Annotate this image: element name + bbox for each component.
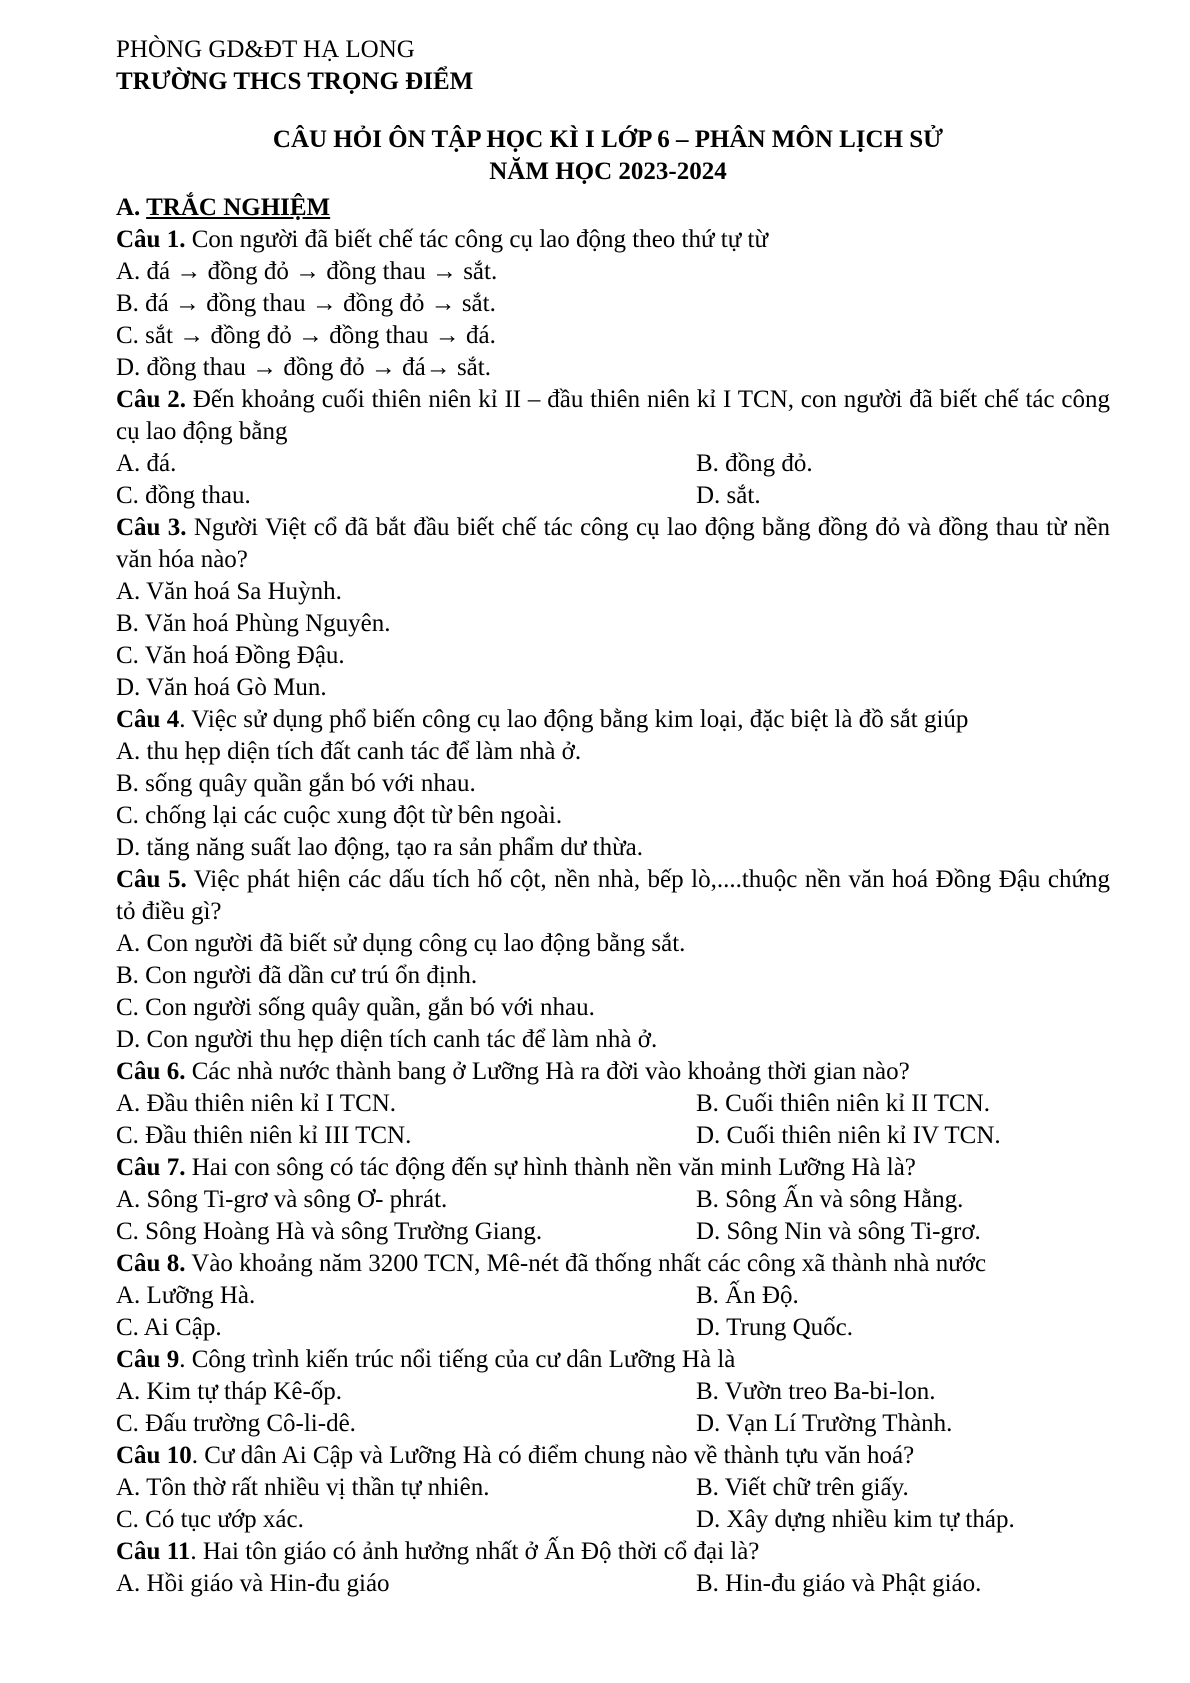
- option-row: [116, 1504, 1110, 1536]
- option: A. Kim tự tháp Kê-ốp.: [116, 1378, 343, 1405]
- option: D. Trung Quốc.: [696, 1314, 853, 1341]
- option-row: [116, 1312, 1110, 1344]
- option: A. Sông Ti-grơ và sông Ơ- phrát.: [116, 1186, 448, 1213]
- question-text: Người Việt cổ đã bắt đầu biết chế tác công cụ lao động bằng đồng đỏ và đồng thau từ nền văn hóa nào?: [116, 514, 1110, 573]
- question-number: Câu 4: [116, 706, 180, 733]
- question-text: Các nhà nước thành bang ở Lưỡng Hà ra đời vào khoảng thời gian nào?: [185, 1058, 910, 1085]
- department-name: PHÒNG GD&ĐT HẠ LONG: [116, 36, 415, 63]
- question-text: Vào khoảng năm 3200 TCN, Mê-nét đã thống nhất các công xã thành nhà nước: [185, 1250, 987, 1277]
- question-number: Câu 11: [116, 1538, 191, 1565]
- question-4: [116, 704, 1110, 736]
- option: D. Vạn Lí Trường Thành.: [696, 1410, 953, 1437]
- question-text: . Cư dân Ai Cập và Lưỡng Hà có điểm chung nào về thành tựu văn hoá?: [191, 1442, 915, 1469]
- option: A. Lưỡng Hà.: [116, 1282, 256, 1309]
- option: D. Con người thu hẹp diện tích canh tác để làm nhà ở.: [116, 1026, 658, 1053]
- option: B. đồng đỏ.: [696, 450, 813, 477]
- question-10: [116, 1440, 1110, 1472]
- option: A. Con người đã biết sử dụng công cụ lao động bằng sắt.: [116, 930, 686, 957]
- option: C. Con người sống quây quần, gắn bó với nhau.: [116, 994, 595, 1021]
- option: A. Đầu thiên niên kỉ I TCN.: [116, 1090, 397, 1117]
- option: B. Văn hoá Phùng Nguyên.: [116, 610, 391, 637]
- option: A. Hồi giáo và Hin-đu giáo: [116, 1570, 390, 1597]
- option: A. Tôn thờ rất nhiều vị thần tự nhiên.: [116, 1474, 490, 1501]
- question-number: Câu 3.: [116, 514, 187, 541]
- question-number: Câu 2.: [116, 386, 187, 413]
- option-row: [116, 1408, 1110, 1440]
- question-text: . Công trình kiến trúc nổi tiếng của cư dân Lưỡng Hà là: [179, 1346, 736, 1373]
- option: A. đá → đồng đỏ → đồng thau → sắt.: [116, 258, 498, 285]
- question-text: Đến khoảng cuối thiên niên kỉ II – đầu thiên niên kỉ I TCN, con người đã biết chế tác công cụ lao động bằng: [116, 386, 1110, 445]
- option-row: [116, 1376, 1110, 1408]
- option: D. Xây dựng nhiều kim tự tháp.: [696, 1506, 1015, 1533]
- option-row: [116, 1184, 1110, 1216]
- question-2: [116, 384, 1110, 448]
- option: D. sắt.: [696, 482, 761, 509]
- question-11: [116, 1536, 1110, 1568]
- question-number: Câu 8.: [116, 1250, 186, 1277]
- question-1: [116, 224, 1110, 256]
- question-text: Con người đã biết chế tác công cụ lao động theo thứ tự từ: [185, 226, 769, 253]
- option: D. Văn hoá Gò Mun.: [116, 674, 327, 701]
- option-row: [116, 1216, 1110, 1248]
- option: B. đá → đồng thau → đồng đỏ → sắt.: [116, 290, 496, 317]
- question-3: [116, 512, 1110, 576]
- option: D. Cuối thiên niên kỉ IV TCN.: [696, 1122, 1001, 1149]
- option: C. Văn hoá Đồng Đậu.: [116, 642, 345, 669]
- section-heading: [116, 192, 1110, 224]
- option: D. Sông Nin và sông Ti-grơ.: [696, 1218, 981, 1245]
- title-line-1: CÂU HỎI ÔN TẬP HỌC KÌ I LỚP 6 – PHÂN MÔN LỊCH SỬ: [272, 126, 944, 153]
- option: D. tăng năng suất lao động, tạo ra sản phẩm dư thừa.: [116, 834, 643, 861]
- option-row: [116, 480, 1110, 512]
- option: C. đồng thau.: [116, 482, 251, 509]
- option: B. Sông Ấn và sông Hằng.: [696, 1186, 964, 1213]
- option: C. Đấu trường Cô-li-dê.: [116, 1410, 356, 1437]
- option: C. sắt → đồng đỏ → đồng thau → đá.: [116, 322, 496, 349]
- option: B. sống quây quần gắn bó với nhau.: [116, 770, 476, 797]
- option: C. Có tục ướp xác.: [116, 1506, 304, 1533]
- option: B. Hin-đu giáo và Phật giáo.: [696, 1570, 982, 1597]
- option-row: [116, 1472, 1110, 1504]
- question-7: [116, 1152, 1110, 1184]
- title-line-2: NĂM HỌC 2023-2024: [489, 158, 727, 185]
- question-text: Hai con sông có tác động đến sự hình thành nền văn minh Lưỡng Hà là?: [185, 1154, 916, 1181]
- question-6: [116, 1056, 1110, 1088]
- question-number: Câu 6.: [116, 1058, 186, 1085]
- question-number: Câu 1.: [116, 226, 186, 253]
- option: B. Viết chữ trên giấy.: [696, 1474, 909, 1501]
- document-title: [116, 124, 1110, 188]
- option: C. Đầu thiên niên kỉ III TCN.: [116, 1122, 412, 1149]
- option: B. Cuối thiên niên kỉ II TCN.: [696, 1090, 990, 1117]
- section-label: TRẮC NGHIỆM: [146, 194, 331, 221]
- option-row: [116, 1120, 1110, 1152]
- option: B. Ấn Độ.: [696, 1282, 799, 1309]
- option-row: [116, 1568, 1110, 1600]
- option-row: [116, 1088, 1110, 1120]
- option: C. Sông Hoàng Hà và sông Trường Giang.: [116, 1218, 543, 1245]
- option: A. thu hẹp diện tích đất canh tác để làm nhà ở.: [116, 738, 582, 765]
- option: A. Văn hoá Sa Huỳnh.: [116, 578, 342, 605]
- question-number: Câu 7.: [116, 1154, 186, 1181]
- section-prefix: A.: [116, 194, 141, 221]
- question-number: Câu 9: [116, 1346, 180, 1373]
- question-9: [116, 1344, 1110, 1376]
- question-5: [116, 864, 1110, 928]
- school-name: TRƯỜNG THCS TRỌNG ĐIỂM: [116, 68, 474, 95]
- question-number: Câu 5.: [116, 866, 187, 893]
- question-number: Câu 10: [116, 1442, 192, 1469]
- option-row: [116, 448, 1110, 480]
- option: D. đồng thau → đồng đỏ → đá→ sắt.: [116, 354, 491, 381]
- option: A. đá.: [116, 450, 177, 477]
- option: B. Con người đã dần cư trú ổn định.: [116, 962, 478, 989]
- option: B. Vườn treo Ba-bi-lon.: [696, 1378, 936, 1405]
- option: C. Ai Cập.: [116, 1314, 222, 1341]
- question-text: . Việc sử dụng phổ biến công cụ lao động bằng kim loại, đặc biệt là đồ sắt giúp: [179, 706, 969, 733]
- question-text: . Hai tôn giáo có ảnh hưởng nhất ở Ấn Độ thời cổ đại là?: [190, 1538, 760, 1565]
- option-row: [116, 1280, 1110, 1312]
- option: C. chống lại các cuộc xung đột từ bên ngoài.: [116, 802, 563, 829]
- question-8: [116, 1248, 1110, 1280]
- question-text: Việc phát hiện các dấu tích hố cột, nền nhà, bếp lò,....thuộc nền văn hoá Đồng Đậu chứng tỏ điều gì?: [116, 866, 1110, 925]
